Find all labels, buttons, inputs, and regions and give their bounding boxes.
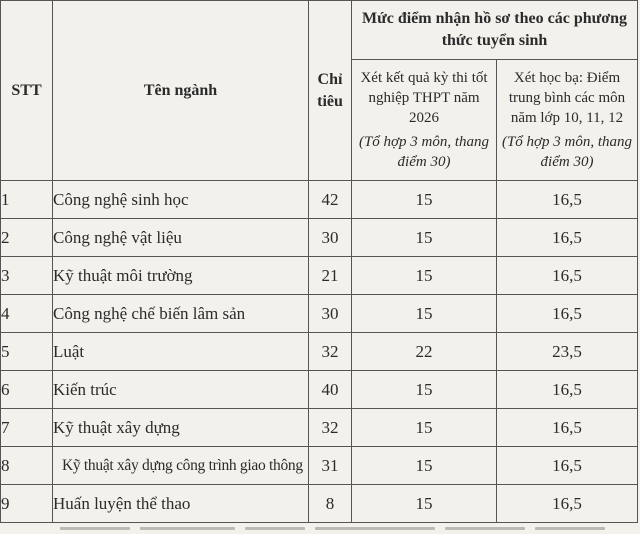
row-major: Công nghệ sinh học (53, 181, 309, 219)
row-stt: 1 (1, 181, 53, 219)
row-major: Luật (53, 333, 309, 371)
row-score-method-2: 16,5 (497, 371, 638, 409)
row-quota: 21 (309, 257, 352, 295)
header-stt: STT (1, 1, 53, 181)
row-stt: 8 (1, 447, 53, 485)
row-score-method-1: 15 (352, 485, 497, 523)
method-2-note: (Tổ hợp 3 môn, thang điểm 30) (501, 134, 633, 170)
table-row (1, 295, 638, 333)
header-method-2 (497, 60, 638, 181)
row-score-method-2: 23,5 (497, 333, 638, 371)
row-stt: 6 (1, 371, 53, 409)
table-row (1, 409, 638, 447)
row-score-method-2: 16,5 (497, 257, 638, 295)
row-score-method-1: 15 (352, 447, 497, 485)
row-quota: 30 (309, 295, 352, 333)
header-major: Tên ngành (53, 1, 309, 181)
row-major: Kiến trúc (53, 371, 309, 409)
row-stt: 5 (1, 333, 53, 371)
row-score-method-1: 15 (352, 409, 497, 447)
row-score-method-1: 15 (352, 257, 497, 295)
method-2-name: Xét học bạ: Điểm trung bình các môn năm lớp 10, 11, 12 (508, 70, 626, 126)
table-row (1, 447, 638, 485)
table-row (1, 485, 638, 523)
row-stt: 7 (1, 409, 53, 447)
row-score-method-2: 16,5 (497, 219, 638, 257)
row-major: Công nghệ chế biến lâm sản (53, 295, 309, 333)
row-score-method-2: 16,5 (497, 485, 638, 523)
row-major: Công nghệ vật liệu (53, 219, 309, 257)
row-quota: 32 (309, 409, 352, 447)
row-major: Kỹ thuật môi trường (53, 257, 309, 295)
header-method-group (352, 1, 638, 60)
row-quota: 42 (309, 181, 352, 219)
row-stt: 4 (1, 295, 53, 333)
method-group-title: Mức điểm nhận hồ sơ theo các phương thức tuyển sinh (362, 10, 627, 49)
method-1-note: (Tổ hợp 3 môn, thang điểm 30) (358, 134, 490, 170)
table-row (1, 181, 638, 219)
row-quota: 8 (309, 485, 352, 523)
table-row (1, 371, 638, 409)
table-row (1, 333, 638, 371)
row-quota: 31 (309, 447, 352, 485)
row-quota: 30 (309, 219, 352, 257)
table-row (1, 219, 638, 257)
table-row (1, 257, 638, 295)
row-score-method-1: 15 (352, 181, 497, 219)
header-quota: Chỉ tiêu (309, 1, 352, 181)
row-score-method-1: 15 (352, 295, 497, 333)
row-quota: 40 (309, 371, 352, 409)
row-score-method-1: 22 (352, 333, 497, 371)
row-stt: 3 (1, 257, 53, 295)
row-score-method-2: 16,5 (497, 181, 638, 219)
row-score-method-1: 15 (352, 371, 497, 409)
row-major: Kỹ thuật xây dựng (53, 409, 309, 447)
row-score-method-2: 16,5 (497, 295, 638, 333)
row-quota: 32 (309, 333, 352, 371)
row-score-method-2: 16,5 (497, 447, 638, 485)
row-stt: 9 (1, 485, 53, 523)
row-stt: 2 (1, 219, 53, 257)
row-major: Huấn luyện thể thao (53, 485, 309, 523)
row-score-method-1: 15 (352, 219, 497, 257)
cut-off-text-line (0, 525, 640, 534)
header-method-1 (352, 60, 497, 181)
row-score-method-2: 16,5 (497, 409, 638, 447)
row-major: Kỹ thuật xây dựng công trình giao thông (53, 447, 309, 485)
method-1-name: Xét kết quả kỳ thi tốt nghiệp THPT năm 2026 (360, 70, 488, 126)
